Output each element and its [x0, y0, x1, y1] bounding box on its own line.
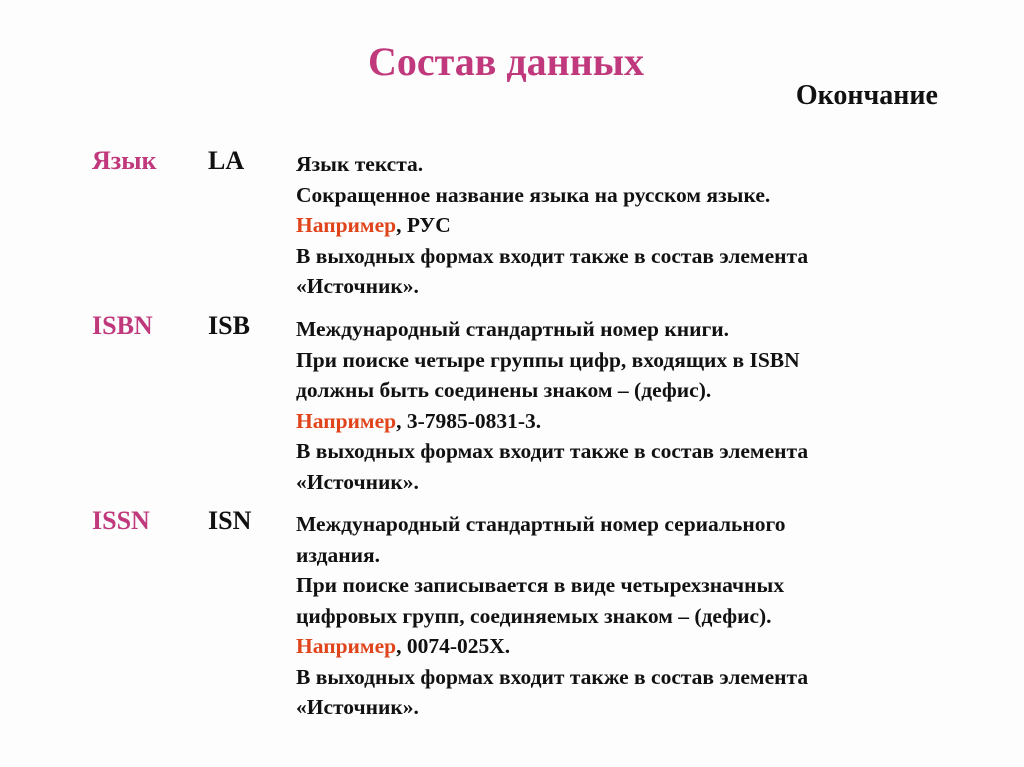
description-line: Язык текста. [296, 152, 424, 176]
example-value: , РУС [396, 213, 451, 237]
slide-title: Состав данных [368, 39, 644, 84]
description-line: «Источник». [296, 469, 419, 494]
example-label: Например [296, 213, 397, 237]
description-line: В выходных формах входит также в состав элемента [296, 439, 809, 463]
slide-subtitle: Окончание [795, 80, 938, 111]
example-label: Например [296, 408, 397, 433]
description-line: При поиске четыре группы цифр, входящих в ISBN [296, 347, 800, 372]
description-line: должны быть соединены знаком – (дефис). [296, 378, 712, 402]
field-description [296, 509, 936, 723]
description-line: «Источник». [296, 695, 419, 719]
example-line [296, 210, 936, 241]
example-value: , 0074-025X. [396, 634, 511, 658]
field-code: ISN [208, 506, 252, 535]
description-line: Международный стандартный номер сериального [296, 512, 786, 536]
example-line [296, 406, 936, 437]
field-description [296, 314, 936, 497]
field-code: LA [208, 146, 245, 175]
description-line: Международный стандартный номер книги. [296, 317, 730, 341]
description-line: В выходных формах входит также в состав элемента [296, 243, 809, 268]
description-line: цифровых групп, соединяемых знаком – (дефис). [296, 603, 772, 628]
field-name: ISBN [92, 311, 153, 340]
field-code: ISB [208, 311, 250, 340]
description-line: Сокращенное название языка на русском языке. [296, 182, 771, 207]
field-name: ISSN [92, 506, 150, 535]
example-value: , 3-7985-0831-3. [396, 408, 542, 433]
field-name: Язык [92, 146, 157, 175]
field-description [296, 149, 936, 302]
example-label: Например [296, 634, 397, 658]
description-line: В выходных формах входит также в состав элемента [296, 664, 809, 689]
description-line: При поиске записывается в виде четырехзначных [296, 573, 785, 597]
example-line [296, 631, 936, 662]
description-line: издания. [296, 542, 381, 567]
description-line: «Источник». [296, 274, 419, 298]
